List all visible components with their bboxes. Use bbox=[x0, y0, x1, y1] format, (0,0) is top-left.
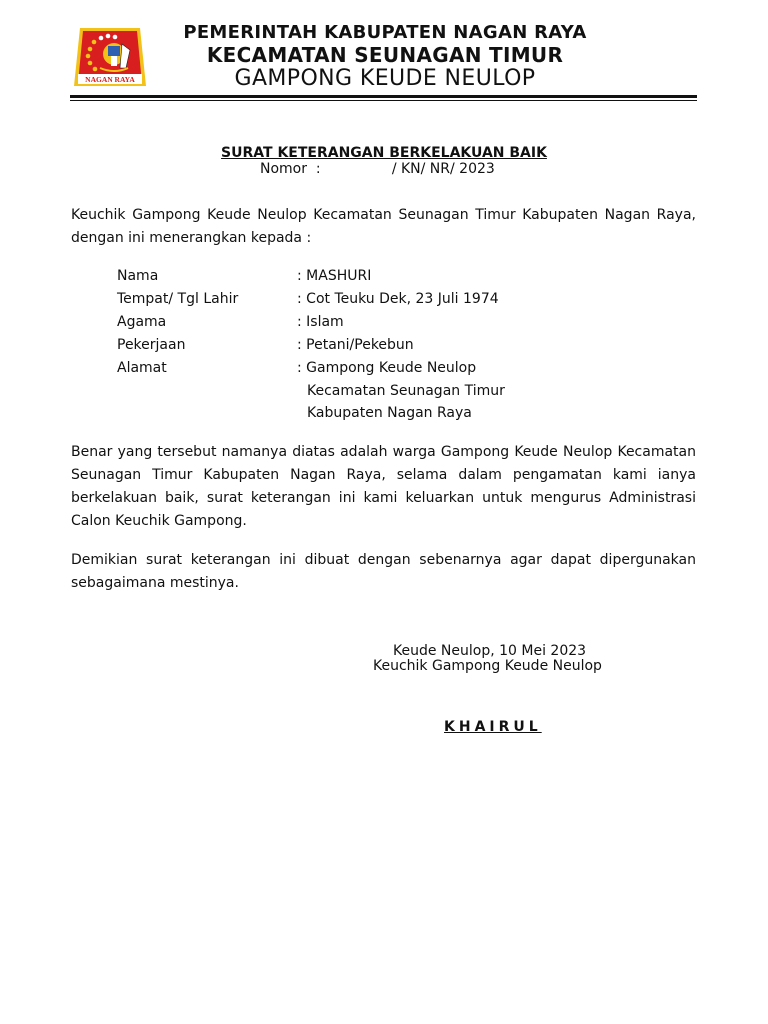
identity-label-ttl: Tempat/ Tgl Lahir bbox=[117, 291, 239, 307]
letterhead-divider-thick bbox=[70, 95, 697, 98]
identity-value-pekerjaan: : Petani/Pekebun bbox=[297, 337, 414, 353]
statement-paragraph: Benar yang tersebut namanya diatas adalah warga Gampong Keude Neulop Kecamatan Seunagan Timur Kabupaten Nagan Raya, selama dalam pengamatan kami ianya berkelakuan baik, surat keterangan ini kami keluarkan untuk mengurus Administrasi Calon Keuchik Gampong. bbox=[71, 444, 696, 529]
identity-label-alamat: Alamat bbox=[117, 360, 167, 376]
identity-value-agama: : Islam bbox=[297, 314, 344, 330]
document-number: Nomor : / KN/ NR/ 2023 bbox=[260, 161, 495, 177]
nagan-raya-emblem-icon bbox=[70, 24, 148, 90]
identity-value-nama: : MASHURI bbox=[297, 268, 372, 284]
identity-value-ttl: : Cot Teuku Dek, 23 Juli 1974 bbox=[297, 291, 499, 307]
identity-label-agama: Agama bbox=[117, 314, 167, 330]
signature-name: KHAIRUL bbox=[444, 719, 542, 735]
letterhead-line-3: GAMPONG KEUDE NEULOP bbox=[234, 66, 536, 91]
letterhead-line-2: KECAMATAN SEUNAGAN TIMUR bbox=[206, 43, 564, 67]
identity-label-pekerjaan: Pekerjaan bbox=[117, 337, 186, 353]
identity-value-alamat-2: Kecamatan Seunagan Timur bbox=[307, 383, 505, 399]
signature-position: Keuchik Gampong Keude Neulop bbox=[373, 658, 602, 674]
logo-label: NAGAN RAYA bbox=[85, 75, 135, 84]
identity-value-alamat-3: Kabupaten Nagan Raya bbox=[307, 405, 472, 421]
document-title: SURAT KETERANGAN BERKELAKUAN BAIK bbox=[221, 145, 547, 161]
identity-value-alamat-1: : Gampong Keude Neulop bbox=[297, 360, 477, 376]
signature-place-date: Keude Neulop, 10 Mei 2023 bbox=[393, 643, 587, 659]
identity-label-nama: Nama bbox=[117, 268, 159, 284]
letterhead-divider-thin bbox=[70, 100, 697, 101]
letterhead-line-1: PEMERINTAH KABUPATEN NAGAN RAYA bbox=[183, 22, 587, 43]
closing-paragraph: Demikian surat keterangan ini dibuat dengan sebenarnya agar dapat dipergunakan sebagaimana mestinya. bbox=[71, 552, 696, 591]
intro-paragraph: Keuchik Gampong Keude Neulop Kecamatan Seunagan Timur Kabupaten Nagan Raya, dengan ini menerangkan kepada : bbox=[71, 207, 696, 246]
